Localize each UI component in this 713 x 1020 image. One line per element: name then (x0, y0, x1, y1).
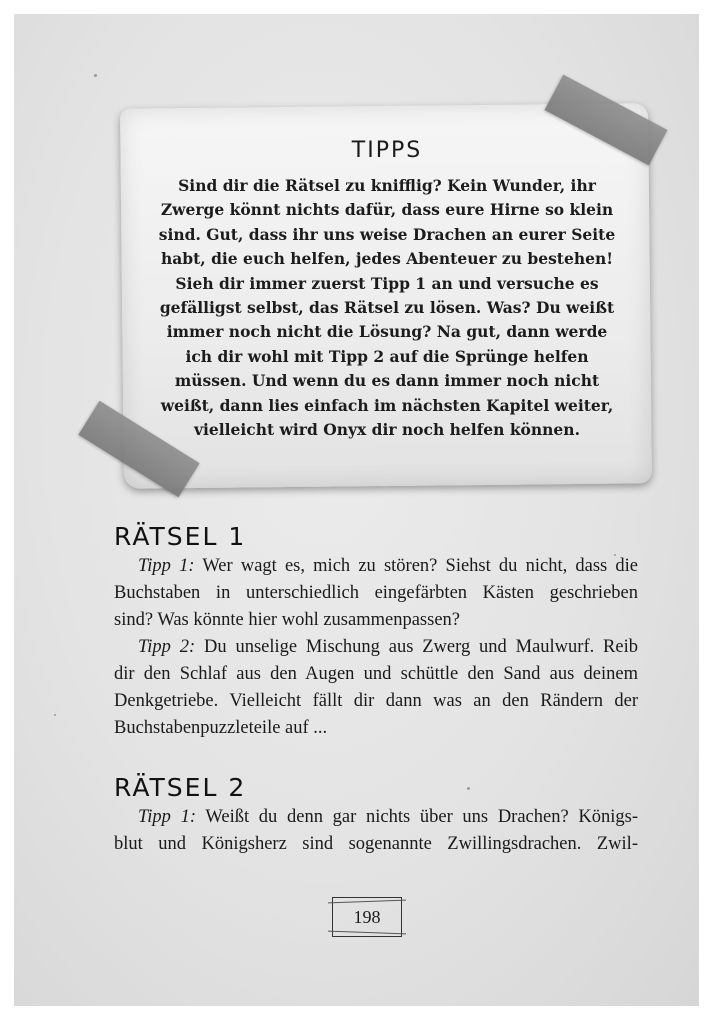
text-line: sind? Was könnte hier wohl zusammenpassen? (114, 610, 460, 630)
book-page (14, 14, 699, 1006)
tipp-1-label: Tipp 1: (138, 556, 195, 576)
note-line: Sind dir die Rätsel zu knifflig? Kein Wunder, ihr (178, 176, 596, 195)
tips-note (122, 106, 650, 486)
note-line: sind. Gut, dass ihr uns weise Drachen an eurer Seite (158, 224, 616, 244)
tipp-1-label: Tipp 1: (138, 807, 197, 827)
paper-speck (94, 74, 97, 77)
raetsel-2-heading: RÄTSEL 2 (114, 773, 247, 802)
note-content (142, 136, 632, 442)
note-line: müssen. Und wenn du es dann immer noch nicht (174, 371, 600, 391)
raetsel-1-section (114, 521, 638, 742)
text-line (114, 804, 638, 831)
text-line: Buchstabenpuzzleteile auf ... (114, 718, 328, 738)
note-line: vielleicht wird Onyx dir noch helfen können. (194, 420, 580, 440)
note-title: TIPPS (351, 138, 423, 163)
text-line (114, 634, 638, 661)
text-span: Weißt du denn gar nichts über uns Drachen? Königs- (205, 807, 638, 827)
paper-speck (54, 714, 56, 716)
text-line: dir den Schlaf aus den Augen und schüttle den Sand aus deinem (114, 664, 638, 684)
text-span: Wer wagt es, mich zu stören? Siehst du nicht, dass die (202, 556, 638, 576)
tipp-2-label: Tipp 2: (138, 637, 196, 657)
note-line: gefälligst selbst, das Rätsel zu lösen. Was? Du weißt (159, 298, 615, 318)
note-line: Zwerge könnt nichts dafür, dass eure Hirne so klein (160, 200, 614, 220)
text-line (114, 553, 638, 580)
raetsel-1-heading: RÄTSEL 1 (114, 522, 247, 551)
text-span: Du unselige Mischung aus Zwerg und Maulwurf. Reib (204, 637, 639, 657)
text-line: Buchstaben in unterschiedlich eingefärbten Kästen geschrieben (114, 583, 638, 603)
page-number: 198 (332, 897, 402, 937)
text-line: Denkgetriebe. Vielleicht fällt dir dann was an den Rändern der (114, 691, 638, 711)
note-line: Sieh dir immer zuerst Tipp 1 an und versuche es (175, 273, 599, 293)
note-line: weißt, dann lies einfach im nächsten Kapitel weiter, (160, 395, 614, 415)
text-line: blut und Königsherz sind sogenannte Zwillingsdrachen. Zwil- (114, 834, 638, 854)
note-line: habt, die euch helfen, jedes Abenteuer zu bestehen! (160, 249, 614, 269)
raetsel-2-section (114, 772, 638, 858)
note-line: immer noch nicht die Lösung? Na gut, dann werde (166, 322, 608, 342)
note-line: ich dir wohl mit Tipp 2 auf die Sprünge helfen (185, 346, 589, 366)
